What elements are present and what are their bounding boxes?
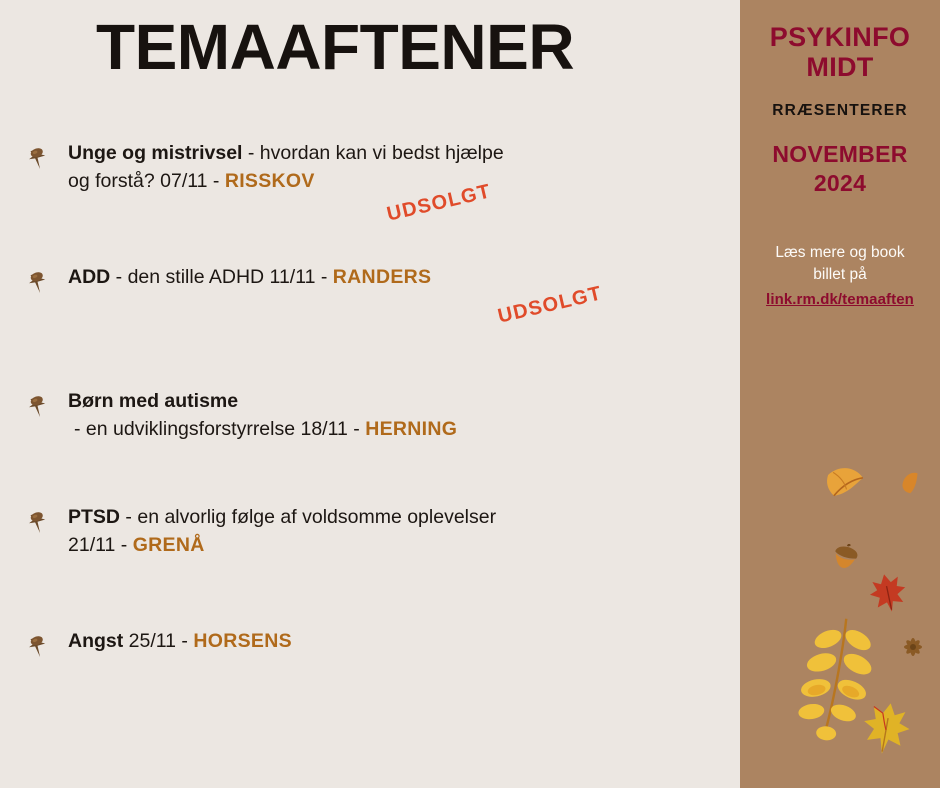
pushpin-icon (26, 142, 56, 172)
leaf-icon (820, 462, 866, 511)
booking-info (750, 242, 930, 311)
list-item-text (68, 628, 720, 656)
list-item-text (68, 504, 720, 559)
status-badge: UDSOLGT (495, 282, 605, 328)
event-desc: 25/11 - (123, 630, 194, 652)
star-anise-icon (898, 632, 928, 667)
presents-label: RRÆSENTERER (772, 102, 908, 120)
sidebar-content (740, 0, 940, 311)
month-name: NOVEMBER (772, 141, 908, 168)
event-list (0, 140, 740, 752)
event-title: Unge og mistrivsel (68, 142, 243, 164)
status-badge: UDSOLGT (384, 180, 494, 226)
rowan-leaf-icon (788, 612, 884, 749)
month-heading (750, 140, 930, 198)
pushpin-icon (26, 506, 56, 536)
maple-leaf-icon (868, 572, 908, 619)
booking-line-2: billet på (813, 266, 867, 284)
page-title: TEMAAFTENER (96, 11, 575, 83)
month-year: 2024 (813, 170, 867, 197)
event-line2 (68, 532, 720, 560)
event-location: HORSENS (193, 630, 292, 652)
event-title: ADD (68, 266, 111, 288)
pushpin-icon (26, 390, 56, 420)
maple-leaf-icon (860, 700, 912, 765)
pushpin-icon (26, 266, 56, 296)
event-location: RISSKOV (224, 169, 315, 192)
event-desc: - en alvorlig følge af voldsomme oplevelser (120, 506, 497, 528)
list-item (0, 264, 740, 326)
list-item (0, 140, 740, 226)
event-desc: - hvordan kan vi bedst hjælpe (242, 142, 504, 164)
list-item (0, 388, 740, 450)
list-item-text (68, 264, 720, 292)
brand-line-1: PSYKINFO (769, 22, 911, 52)
event-date: og forstå? 07/11 - (68, 169, 225, 192)
list-item-text (68, 140, 720, 195)
poster-sidebar (740, 0, 940, 788)
event-line2 (68, 168, 720, 196)
pushpin-icon (26, 630, 56, 660)
event-title: Børn med autisme (68, 390, 239, 412)
event-location: GRENÅ (132, 533, 205, 556)
leaf-icon (898, 470, 924, 501)
brand-logo (750, 22, 930, 82)
booking-link[interactable]: link.rm.dk/temaaften (766, 290, 914, 308)
event-title: PTSD (68, 506, 121, 528)
acorn-icon (828, 544, 862, 585)
brand-line-2: MIDT (806, 52, 874, 83)
event-date: 21/11 - (68, 533, 133, 556)
event-location: HERNING (365, 417, 458, 440)
event-desc: - den stille ADHD 11/11 - (110, 266, 333, 288)
event-location: RANDERS (332, 266, 432, 288)
event-desc: - en udviklingsforstyrrelse 18/11 - (74, 417, 366, 440)
list-item (0, 504, 740, 566)
event-line2 (68, 416, 720, 444)
event-title: Angst (68, 630, 124, 652)
list-item (0, 628, 740, 690)
list-item-text (68, 388, 720, 443)
booking-line-1: Læs mere og book (775, 243, 905, 261)
